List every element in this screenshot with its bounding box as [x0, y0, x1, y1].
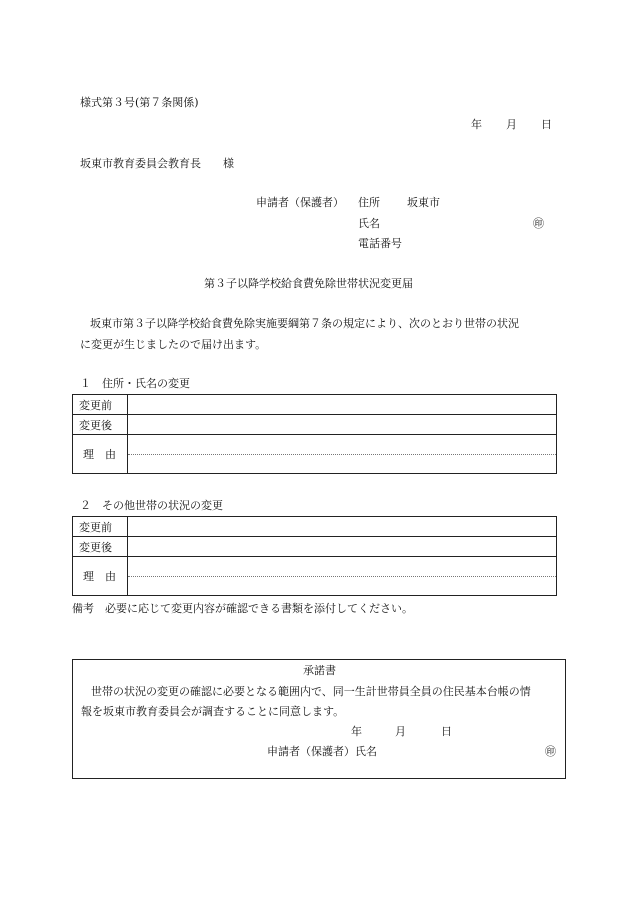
phone-label: 電話番号: [358, 237, 402, 250]
section1-reason-label: 理 由: [73, 435, 128, 474]
consent-date-day: 日: [441, 725, 452, 738]
form-number: 様式第３号(第７条関係): [80, 96, 199, 109]
section2-reason-field[interactable]: [128, 557, 557, 596]
section2-after-field[interactable]: [128, 537, 557, 557]
name-label: 氏名: [358, 217, 380, 230]
consent-seal-mark: ㊞: [545, 745, 556, 758]
section1-heading: １ 住所・氏名の変更: [80, 377, 190, 390]
section1-after-label: 変更後: [73, 415, 128, 435]
note-text: 備考 必要に応じて変更内容が確認できる書類を添付してください。: [72, 602, 413, 615]
consent-text-line-1: 世帯の状況の変更の確認に必要となる範囲内で、同一生計世帯員全員の住民基本台帳の情: [91, 685, 531, 698]
section2-reason-dotted-line: [128, 576, 556, 577]
section2-before-field[interactable]: [128, 517, 557, 537]
consent-title: 承諾書: [303, 664, 336, 677]
date-day: 日: [541, 118, 552, 131]
consent-box: [72, 659, 566, 779]
section1-reason-dotted-line: [128, 454, 556, 455]
section2-after-label: 変更後: [73, 537, 128, 557]
seal-mark: ㊞: [533, 217, 544, 230]
section1-before-field[interactable]: [128, 395, 557, 415]
consent-text-line-2: 報を坂東市教育委員会が調査することに同意します。: [81, 705, 345, 718]
body-text-line-2: に変更が生じましたので届け出ます。: [80, 338, 267, 351]
date-month: 月: [506, 118, 517, 131]
date-year: 年: [471, 118, 482, 131]
section1-after-field[interactable]: [128, 415, 557, 435]
body-text-line-1: 坂東市第３子以降学校給食費免除実施要綱第７条の規定により、次のとおり世帯の状況: [90, 317, 519, 330]
section2-before-label: 変更前: [73, 517, 128, 537]
section2-heading: ２ その他世帯の状況の変更: [80, 499, 223, 512]
section1-reason-field[interactable]: [128, 435, 557, 474]
document-title: 第３子以降学校給食費免除世帯状況変更届: [204, 277, 413, 290]
consent-signer-label: 申請者（保護者）氏名: [267, 745, 377, 758]
addressee: 坂東市教育委員会教育長 様: [80, 157, 234, 170]
address-label: 住所: [358, 196, 380, 209]
section2-table: [72, 516, 557, 596]
consent-date-month: 月: [395, 725, 406, 738]
section2-reason-label: 理 由: [73, 557, 128, 596]
section1-table: [72, 394, 557, 474]
section1-before-label: 変更前: [73, 395, 128, 415]
applicant-role: 申請者（保護者）: [256, 196, 344, 209]
address-value: 坂東市: [407, 196, 440, 209]
consent-date-year: 年: [351, 725, 362, 738]
